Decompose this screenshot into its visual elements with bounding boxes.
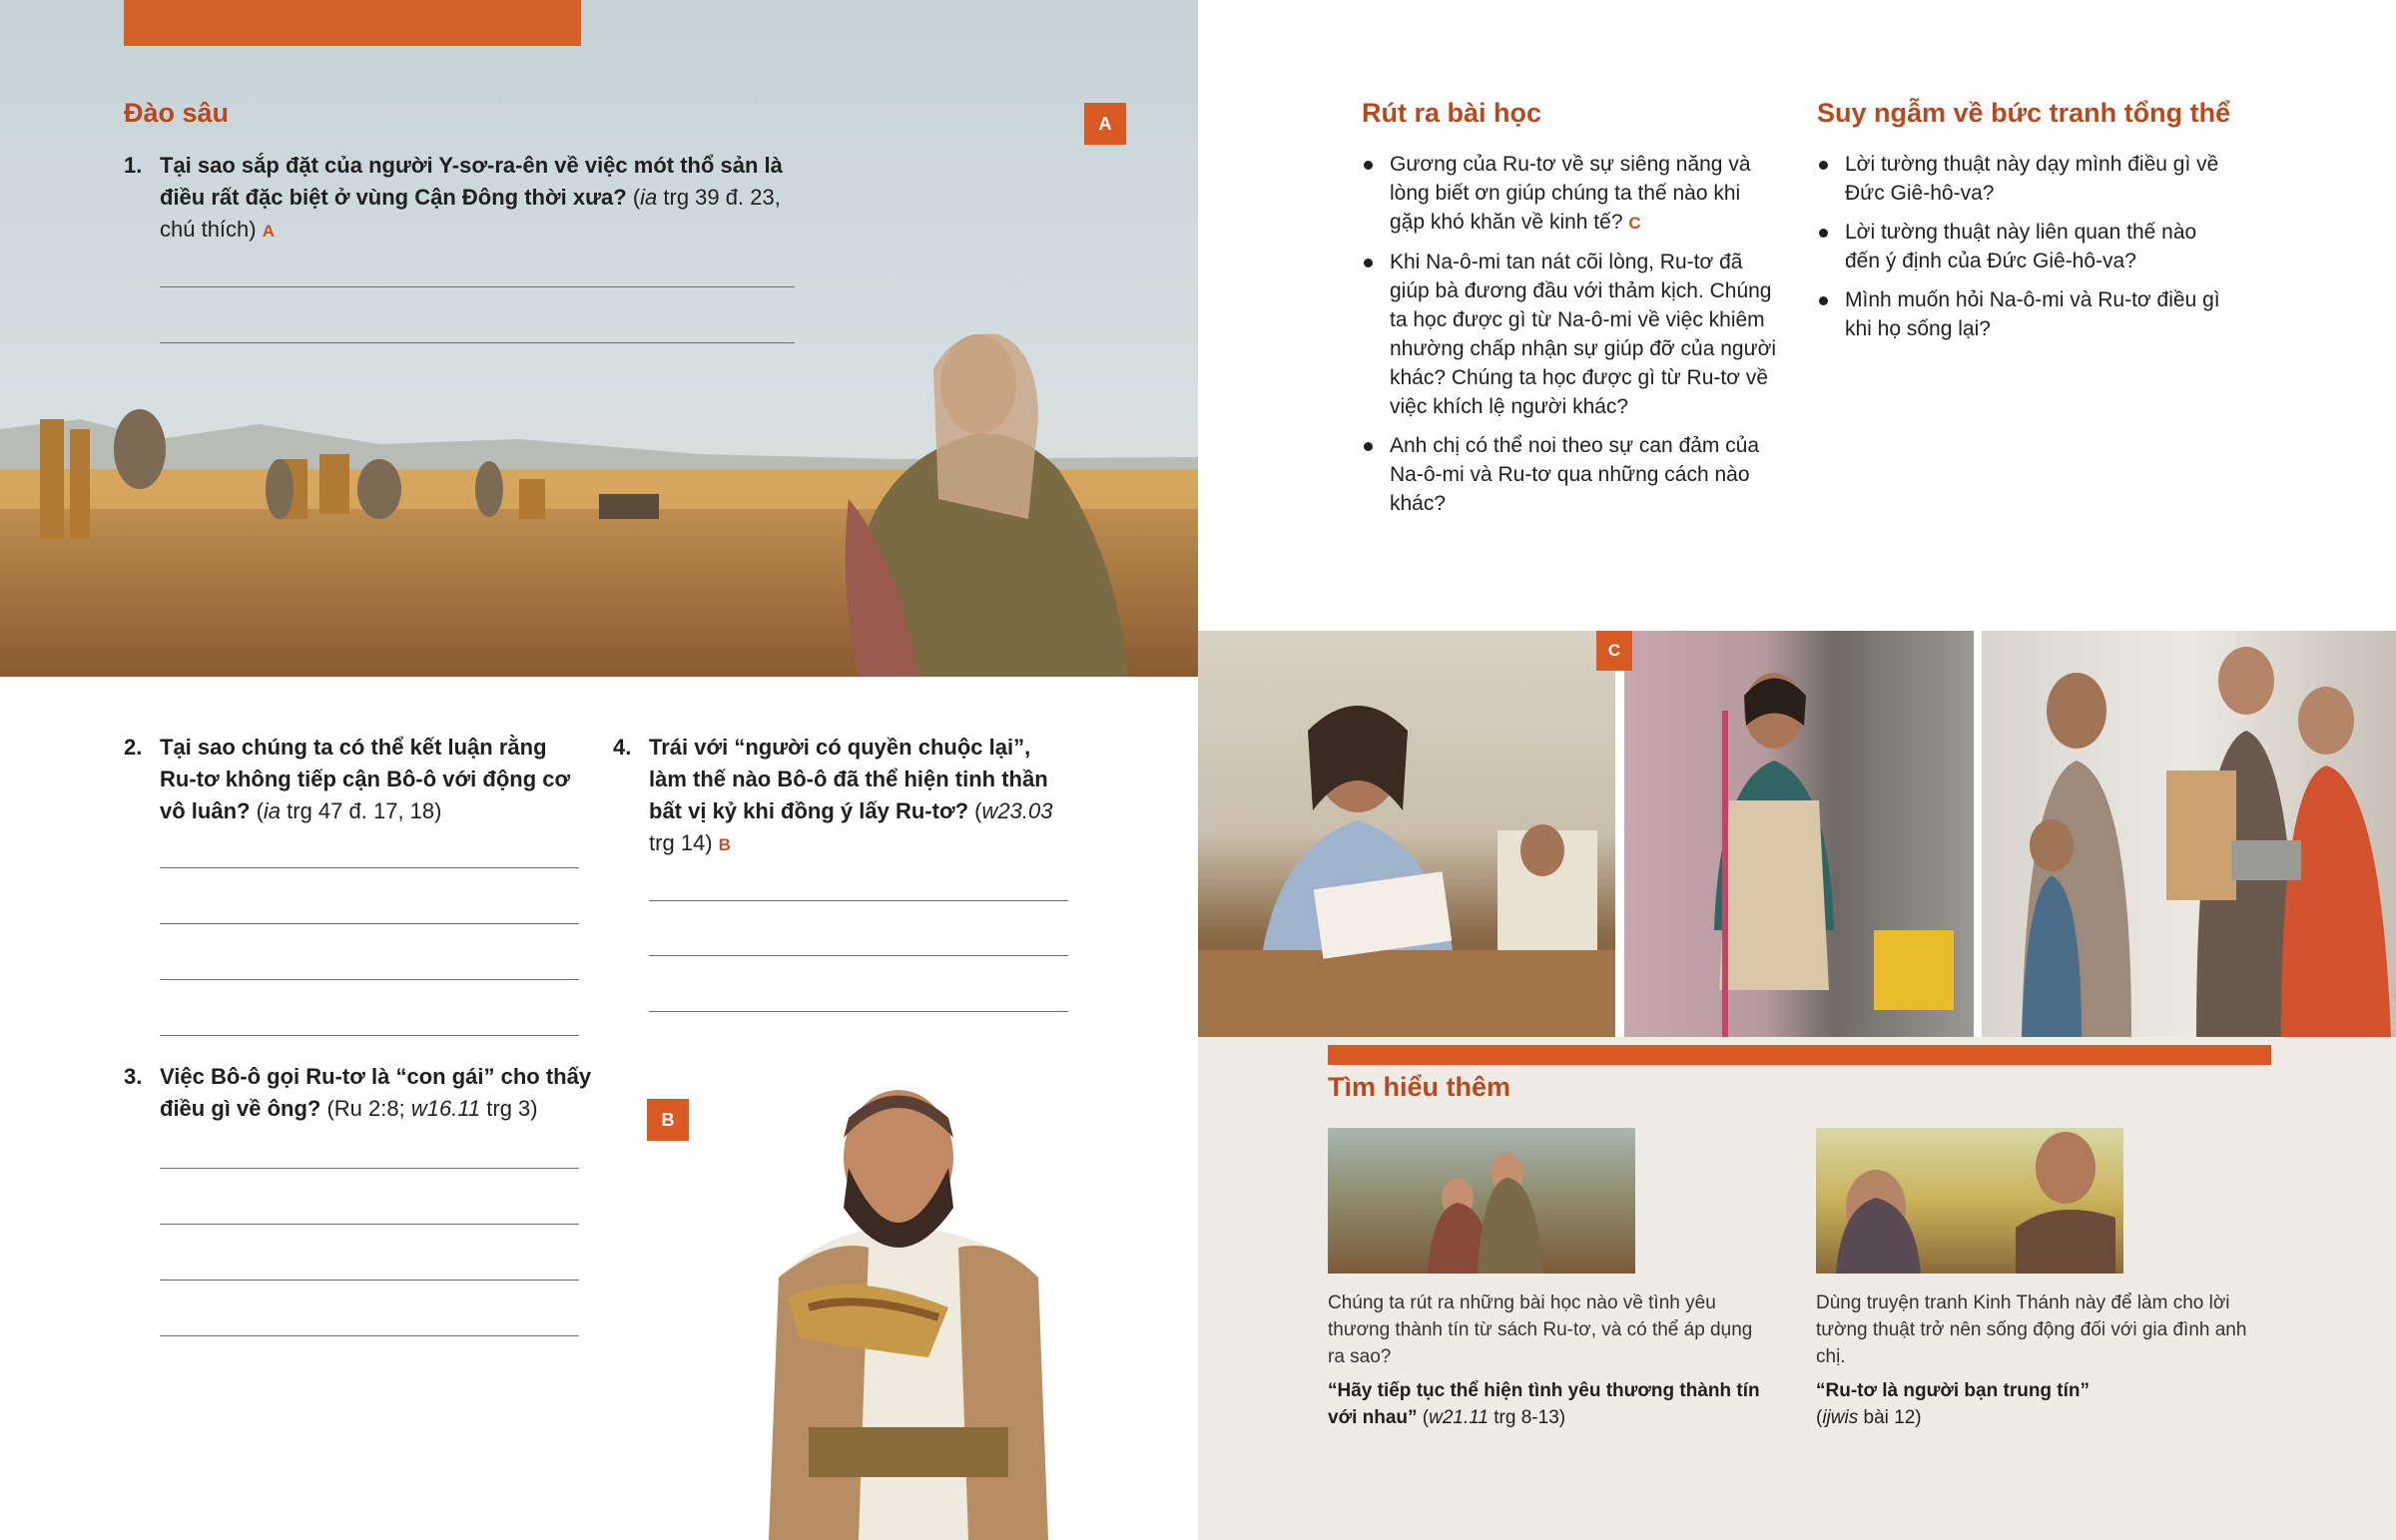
resource-right-thumbnail[interactable] (1816, 1128, 2123, 1274)
photo-cleaning-worker (1624, 631, 1974, 1037)
family-receiving-groceries-image (1982, 631, 2396, 1037)
question-4-ref-pub: w23.03 (981, 798, 1053, 823)
tim-hieu-them-panel (1198, 1037, 2396, 1540)
resource-left-ref[interactable]: “Hãy tiếp tục thể hiện tình yêu thương thành tín với nhau” (w21.11 trg 8-13) (1328, 1380, 1760, 1428)
question-1-ref-rest: trg 39 đ. 23, (657, 185, 781, 210)
answer-line[interactable] (160, 1335, 579, 1336)
answer-line[interactable] (160, 979, 579, 980)
panel-accent-bar (1328, 1045, 2271, 1065)
marker-b-tag: B (647, 1099, 689, 1141)
question-2-number: 2. (124, 735, 143, 760)
question-1-line2: điều rất đặc biệt ở vùng Cận Đông thời xưa? (160, 185, 627, 210)
question-3-ref-a: (Ru 2:8; (326, 1096, 411, 1121)
rut-ra-item-3: Anh chị có thể noi theo sự can đảm của Na-ô-mi và Ru-tơ qua những cách nào khác? (1362, 431, 1781, 518)
resource-right-ref[interactable]: “Ru-tơ là người bạn trung tín” (ijwis bài 12) (1816, 1380, 2091, 1428)
question-2-line2: Ru-tơ không tiếp cận Bô-ô với động cơ (160, 767, 571, 791)
question-4-line1: Trái với “người có quyền chuộc lại”, (649, 735, 1031, 760)
answer-line[interactable] (649, 955, 1068, 956)
question-3-line1: Việc Bô-ô gọi Ru-tơ là “con gái” cho thấy (160, 1064, 592, 1089)
rut-ra-item-1: Gương của Ru-tơ về sự siêng năng và lòng biết ơn giúp chúng ta thế nào khi gặp khó khăn về kinh tế? C (1362, 150, 1781, 238)
question-2: 2. Tại sao chúng ta có thể kết luận rằng Ru-tơ không tiếp cận Bô-ô với động cơ vô luân? (ia trg 47 đ. 17, 18) (124, 732, 583, 827)
answer-line[interactable] (160, 867, 579, 868)
answer-line[interactable] (160, 923, 579, 924)
tim-hieu-them-title: Tìm hiểu thêm (1328, 1072, 1511, 1102)
question-2-line3: vô luân? (160, 798, 251, 823)
fabric-header-strip (124, 0, 581, 46)
question-4-marker: B (718, 835, 731, 854)
marker-c-inline: C (1628, 214, 1641, 233)
rut-ra-bai-hoc-title: Rút ra bài học (1362, 98, 1542, 128)
resource-left-text: Chúng ta rút ra những bài học nào về tình yêu thương thành tín từ sách Ru-tơ, và có thể áp dụng ra sao? (1328, 1292, 1753, 1367)
resource-left-ref-title[interactable]: “Hãy tiếp tục thể hiện tình yêu thương thành tín với nhau” (1328, 1380, 1760, 1428)
boaz-with-sandal-image (749, 1078, 1068, 1540)
resource-right-ref-title[interactable]: “Ru-tơ là người bạn trung tín” (1816, 1380, 2091, 1401)
ruth-naomi-thumbnail-image (1328, 1128, 1635, 1274)
question-2-ref-pub: ia (263, 798, 282, 823)
question-1-line1: Tại sao sắp đặt của người Y-sơ-ra-ên về việc mót thổ sản là (160, 153, 783, 178)
marker-a-tag: A (1084, 103, 1126, 145)
comic-thumbnail-image (1816, 1128, 2123, 1274)
mother-reading-bills-image (1198, 631, 1615, 1037)
question-4-number: 4. (613, 735, 632, 760)
question-4: 4. Trái với “người có quyền chuộc lại”, làm thế nào Bô-ô đã thể hiện tinh thần bất vị kỷ khi đồng ý lấy Ru-tơ? (w23.03 trg 14) B (613, 732, 1082, 861)
photo-strip (1198, 631, 2396, 1037)
resource-left-thumbnail[interactable] (1328, 1128, 1635, 1274)
question-1-ref-pub: ia (640, 185, 658, 210)
answer-line[interactable] (649, 900, 1068, 901)
suy-ngam-list (1817, 150, 2236, 353)
question-3-number: 3. (124, 1064, 143, 1089)
question-3-ref-rest: trg 3) (480, 1096, 538, 1121)
woman-mopping-image (1624, 631, 1974, 1037)
photo-family-groceries (1982, 631, 2396, 1037)
question-2-line1: Tại sao chúng ta có thể kết luận rằng (160, 735, 547, 760)
suy-ngam-item-2: Lời tường thuật này liên quan thế nào đến ý định của Đức Giê-hô-va? (1817, 218, 2236, 275)
rut-ra-item-2: Khi Na-ô-mi tan nát cõi lòng, Ru-tơ đã giúp bà đương đầu với thảm kịch. Chúng ta học được gì từ Na-ô-mi về việc khiêm nhường chấp nhận sự giúp đỡ của người khác? Chúng ta học được gì từ Ru-tơ về việc khích lệ người khác? (1362, 248, 1781, 421)
suy-ngam-title: Suy ngẫm về bức tranh tổng thể (1817, 98, 2231, 128)
answer-line[interactable] (160, 1035, 579, 1036)
dao-sau-title: Đào sâu (124, 98, 230, 128)
answer-line[interactable] (160, 1280, 579, 1281)
question-1: 1. Tại sao sắp đặt của người Y-sơ-ra-ên về việc mót thổ sản là điều rất đặc biệt ở vùng Cận Đông thời xưa? (ia trg 39 đ. 23, chú thích) A (124, 150, 803, 248)
suy-ngam-item-1: Lời tường thuật này dạy mình điều gì về Đức Giê-hô-va? (1817, 150, 2236, 208)
question-3 (124, 1061, 603, 1125)
answer-line[interactable] (160, 1224, 579, 1225)
question-1-ref-line3: chú thích) (160, 217, 257, 242)
resource-right-text: Dùng truyện tranh Kinh Thánh này để làm cho lời tường thuật trở nên sống động đối với gia đình anh chị. (1816, 1292, 2247, 1367)
answer-line[interactable] (160, 286, 795, 287)
marker-c-tag: C (1596, 631, 1632, 671)
resource-left-ref-pub: w21.11 (1429, 1407, 1489, 1428)
question-3-line2: điều gì về ông? (160, 1096, 321, 1121)
question-4-line2: làm thế nào Bô-ô đã thể hiện tinh thần (649, 767, 1048, 791)
boaz-illustration (749, 1078, 1068, 1540)
resource-right-ref-rest: bài 12) (1858, 1407, 1922, 1428)
photo-mother-bills (1198, 631, 1615, 1037)
answer-line[interactable] (160, 342, 795, 343)
answer-line[interactable] (649, 1011, 1068, 1012)
question-2-ref-rest: trg 47 đ. 17, 18) (281, 798, 442, 823)
question-1-number: 1. (124, 153, 143, 178)
resource-left-ref-rest: trg 8-13) (1489, 1407, 1566, 1428)
question-3-ref-pub: w16.11 (410, 1096, 481, 1121)
question-4-ref-line4: trg 14) (649, 830, 713, 855)
question-1-marker: A (262, 222, 276, 241)
rut-ra-bai-hoc-list (1362, 150, 1781, 528)
resource-right-ref-pub: ijwis (1822, 1407, 1859, 1428)
question-4-line3: bất vị kỷ khi đồng ý lấy Ru-tơ? (649, 798, 969, 823)
answer-line[interactable] (160, 1168, 579, 1169)
suy-ngam-item-3: Mình muốn hỏi Na-ô-mi và Ru-tơ điều gì khi họ sống lại? (1817, 285, 2236, 343)
